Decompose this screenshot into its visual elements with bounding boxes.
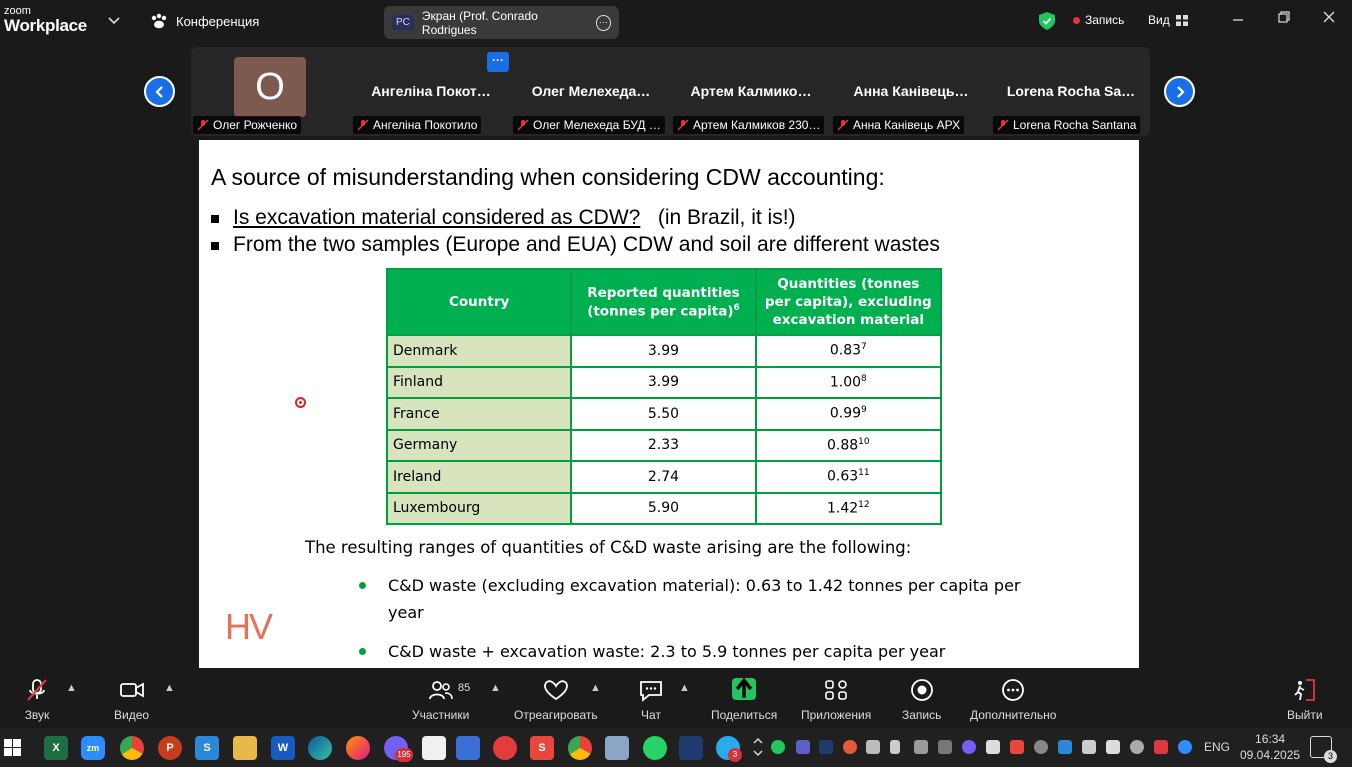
participant-name-tag [193, 116, 301, 134]
tile-more-button[interactable]: ··· [487, 52, 509, 72]
table-cell-country: Denmark [387, 335, 571, 367]
clock-time: 16:34 [1255, 732, 1286, 746]
participant-name-tag [513, 116, 665, 134]
video-label: Видео [114, 708, 150, 722]
cell-value: 0.99 [829, 406, 862, 423]
view-button[interactable] [1148, 13, 1188, 27]
tray-teams-icon[interactable] [796, 740, 810, 754]
recording-dot-icon [1073, 17, 1080, 24]
mic-muted-icon [677, 119, 689, 131]
clock[interactable] [1240, 731, 1300, 763]
participants-count: 85 [458, 682, 471, 694]
green-bullet [359, 572, 1039, 626]
participant-name-tag [833, 116, 964, 134]
cell-value: 0.63 [827, 469, 859, 486]
tray-volume-icon[interactable] [1130, 740, 1144, 754]
header-text: Reported quantities (tonnes per capita) [587, 284, 740, 320]
meeting-label: Конференция [176, 13, 260, 29]
apps-label: Приложения [801, 708, 872, 722]
record-button[interactable] [902, 678, 941, 722]
participants-options-caret-icon[interactable]: ▲ [490, 682, 501, 694]
participant-name: Артем Калмиков 230… [693, 118, 821, 132]
resulting-text: The resulting ranges of quantities of C&D waste arising are the following: [305, 538, 912, 557]
participants-paw-icon [150, 13, 168, 29]
close-window-button[interactable] [1323, 10, 1335, 28]
app-s-red-icon[interactable]: S [530, 736, 554, 760]
green-bullet-text: C&D waste (excluding excavation material): 0.63 to 1.42 tonnes per capita per year [388, 576, 1021, 622]
slide-heading: A source of misunderstanding when considering CDW accounting: [211, 164, 885, 190]
footnote-ref: 11 [858, 468, 870, 479]
green-bullet-text: C&D waste + excavation waste: 2.3 to 5.9 tonnes per capita per year [388, 642, 946, 661]
table-row [387, 461, 941, 493]
participant-name: Анна Канівець АРХ [853, 118, 961, 132]
mic-muted-icon [357, 119, 369, 131]
participant-tile[interactable] [671, 47, 831, 136]
chevron-left-icon [153, 85, 167, 99]
video-options-caret-icon[interactable]: ▲ [164, 682, 175, 694]
chevron-down-icon[interactable] [108, 14, 120, 28]
leave-label: Выйти [1287, 708, 1323, 722]
restore-button[interactable] [1278, 10, 1290, 28]
mic-muted-icon [837, 119, 849, 131]
tray-zoom-icon[interactable] [1178, 740, 1192, 754]
audio-button[interactable] [24, 678, 50, 722]
recording-indicator[interactable] [1073, 13, 1124, 27]
participant-display-name: Олег Мелехеда… [531, 83, 651, 99]
shared-screen-slide [199, 140, 1139, 668]
chat-button[interactable] [638, 678, 664, 722]
chrome-icon[interactable] [120, 736, 144, 760]
gallery-next-button[interactable] [1164, 76, 1195, 107]
zoom-logo [4, 6, 87, 34]
minimize-button[interactable] [1232, 10, 1244, 28]
mic-muted-icon [24, 678, 50, 702]
table-cell-country: Ireland [387, 461, 571, 493]
participant-display-name: Ангеліна Покот… [371, 83, 491, 99]
word-icon[interactable]: W [271, 736, 295, 760]
tray-check-icon[interactable] [771, 740, 785, 754]
participant-display-name: Анна Канівець… [853, 83, 969, 99]
footnote-ref: 8 [861, 373, 867, 384]
participant-display-name: Артем Калмико… [690, 83, 812, 99]
viber-badge: 195 [395, 748, 413, 762]
cell-value: 0.83 [829, 343, 862, 360]
participant-tile[interactable] [191, 47, 351, 136]
footnote-ref: 12 [858, 499, 870, 510]
tray-viber-icon[interactable] [962, 740, 976, 754]
more-options-icon[interactable]: ··· [596, 15, 611, 31]
more-dots-icon [1000, 678, 1026, 702]
participant-tile[interactable] [831, 47, 991, 136]
react-label: Отреагировать [514, 708, 598, 722]
logo-bottom-text: Workplace [4, 16, 87, 35]
participants-icon [428, 678, 454, 702]
gallery-prev-button[interactable] [144, 76, 175, 107]
language-indicator[interactable]: ENG [1204, 740, 1231, 754]
participants-label: Участники [412, 708, 470, 722]
participant-name: Олег Мелехеда БУД … [533, 118, 661, 132]
zoom-taskbar-icon[interactable]: zm [81, 736, 105, 760]
firefox-icon[interactable] [346, 736, 370, 760]
apps-icon [823, 678, 849, 702]
footnote-ref: 6 [733, 302, 740, 313]
notifications-button[interactable] [1310, 736, 1333, 761]
table-row [387, 367, 941, 399]
participant-name: Олег Рожченко [213, 118, 298, 132]
tray-display-icon[interactable] [914, 740, 928, 754]
table-header: Country [387, 269, 571, 335]
share-label: Поделиться [711, 708, 778, 722]
edge-icon[interactable] [308, 736, 332, 760]
table-row [387, 493, 941, 525]
chat-label: Чат [641, 708, 661, 722]
title-bar [0, 0, 1352, 44]
slide-bullet [211, 206, 796, 230]
screen-share-indicator[interactable] [384, 6, 619, 39]
video-camera-icon [119, 678, 145, 702]
avatar: О [234, 57, 306, 117]
participant-name-tag [353, 116, 481, 134]
tray-app-icon[interactable] [866, 740, 880, 754]
leave-meeting-button[interactable] [1287, 678, 1323, 722]
tray-muted-icon[interactable] [1154, 740, 1168, 754]
app-infinity-icon[interactable] [679, 736, 703, 760]
table-cell-excluding [756, 335, 941, 367]
participant-name: Lorena Rocha Santana [1013, 118, 1137, 132]
participant-tile[interactable] [511, 47, 671, 136]
participant-name-tag [673, 116, 824, 134]
participant-name-tag [993, 116, 1140, 134]
table-cell-country: Finland [387, 367, 571, 399]
record-icon [909, 678, 935, 702]
footnote-ref: 9 [861, 405, 867, 416]
bullet-dot-icon [359, 582, 366, 589]
more-button[interactable] [970, 678, 1056, 722]
table-header-row [387, 269, 941, 335]
tray-app-s-icon[interactable] [1010, 740, 1024, 754]
file-explorer-icon[interactable] [233, 736, 257, 760]
document-icon[interactable] [422, 736, 446, 760]
telegram-badge: 3 [728, 748, 742, 762]
react-options-caret-icon[interactable]: ▲ [590, 682, 601, 694]
table-cell-reported: 5.90 [571, 493, 755, 525]
bullet-note: (in Brazil, it is!) [657, 206, 796, 229]
bullet-dot-icon [359, 648, 366, 655]
share-title: Экран (Prof. Conrado Rodrigues [421, 8, 538, 37]
footnote-ref: 10 [858, 436, 870, 447]
table-cell-country: Germany [387, 430, 571, 462]
meeting-info-button[interactable] [150, 13, 259, 29]
cell-value: 1.42 [827, 500, 859, 517]
cell-value: 1.00 [829, 374, 862, 391]
audio-options-caret-icon[interactable]: ▲ [66, 682, 77, 694]
chat-options-caret-icon[interactable]: ▲ [679, 682, 690, 694]
table-cell-excluding [756, 461, 941, 493]
recording-label: Запись [1085, 13, 1125, 27]
apps-button[interactable] [801, 678, 871, 722]
app-map-icon[interactable] [605, 736, 629, 760]
security-shield-icon[interactable] [1039, 12, 1055, 30]
cdw-table [386, 268, 942, 525]
powerpoint-icon[interactable]: P [158, 736, 182, 760]
table-cell-reported: 2.74 [571, 461, 755, 493]
windows-start-icon[interactable] [4, 739, 21, 756]
chevron-right-icon [1173, 85, 1187, 99]
presenter-badge: PC [392, 15, 414, 30]
slide-bullet [211, 233, 940, 257]
whatsapp-icon[interactable] [643, 736, 667, 760]
clock-date: 09.04.2025 [1240, 748, 1301, 762]
table-cell-excluding [756, 398, 941, 430]
footnote-ref: 7 [861, 342, 867, 353]
table-cell-country: Luxembourg [387, 493, 571, 525]
chrome-profile-icon[interactable] [568, 736, 592, 760]
excel-icon[interactable]: X [44, 736, 68, 760]
heart-icon [543, 678, 569, 702]
tray-app-icon[interactable] [938, 740, 952, 754]
participant-tile[interactable] [991, 47, 1151, 136]
react-button[interactable] [514, 678, 598, 722]
share-screen-button[interactable] [711, 678, 777, 722]
table-header [571, 269, 755, 335]
green-bullet [359, 638, 1039, 665]
share-screen-icon [732, 678, 756, 700]
app-s-icon[interactable]: S [195, 736, 219, 760]
tray-battery-icon[interactable] [986, 740, 1000, 754]
grid-view-icon [1176, 15, 1188, 26]
bullet-underlined-text: Is excavation material considered as CDW? [233, 206, 641, 229]
table-row [387, 335, 941, 367]
tray-overflow-icon[interactable] [752, 734, 764, 760]
more-label: Дополнительно [970, 708, 1057, 722]
table-cell-reported: 3.99 [571, 335, 755, 367]
participant-display-name: Lorena Rocha Sa… [1006, 83, 1136, 99]
annotation-mark: HV [225, 606, 272, 647]
view-label: Вид [1148, 13, 1170, 27]
table-cell-reported: 3.99 [571, 367, 755, 399]
tray-speaker-icon[interactable] [1106, 740, 1120, 754]
notifications-count: 3 [1324, 750, 1337, 763]
participant-tile[interactable] [351, 47, 511, 136]
record-label: Запись [902, 708, 942, 722]
bullet-square-icon [211, 242, 219, 250]
table-header: Quantities (tonnes per capita), excluding excavation material [756, 269, 941, 335]
mic-muted-icon [517, 119, 529, 131]
leave-door-icon [1292, 678, 1318, 702]
audio-label: Звук [24, 708, 50, 722]
chat-bubble-icon [638, 678, 664, 702]
windows-taskbar [0, 728, 1352, 767]
tray-wifi-icon[interactable] [1034, 740, 1048, 754]
tray-app-icon[interactable] [1082, 740, 1096, 754]
participant-name: Ангеліна Покотило [373, 118, 478, 132]
table-row [387, 430, 941, 462]
table-cell-excluding [756, 493, 941, 525]
table-row [387, 398, 941, 430]
table-cell-country: France [387, 398, 571, 430]
tray-app-icon[interactable] [819, 740, 833, 754]
tray-mic-icon[interactable] [890, 740, 900, 754]
video-button[interactable] [114, 678, 149, 722]
bullet-text: From the two samples (Europe and EUA) CDW and soil are different wastes [233, 233, 940, 256]
meeting-toolbar [0, 670, 1352, 728]
mic-muted-icon [197, 119, 209, 131]
logo-top-text: zoom [4, 5, 31, 17]
save-disk-icon[interactable] [456, 736, 480, 760]
tray-app-icon[interactable] [843, 740, 857, 754]
cell-value: 0.88 [827, 437, 859, 454]
table-cell-excluding [756, 367, 941, 399]
table-cell-reported: 2.33 [571, 430, 755, 462]
tray-app-icon[interactable] [1058, 740, 1072, 754]
table-cell-reported: 5.50 [571, 398, 755, 430]
app-lips-icon[interactable] [493, 736, 517, 760]
mic-muted-icon [997, 119, 1009, 131]
table-cell-excluding [756, 430, 941, 462]
bullet-square-icon [211, 215, 219, 223]
laser-pointer-icon [295, 397, 306, 408]
